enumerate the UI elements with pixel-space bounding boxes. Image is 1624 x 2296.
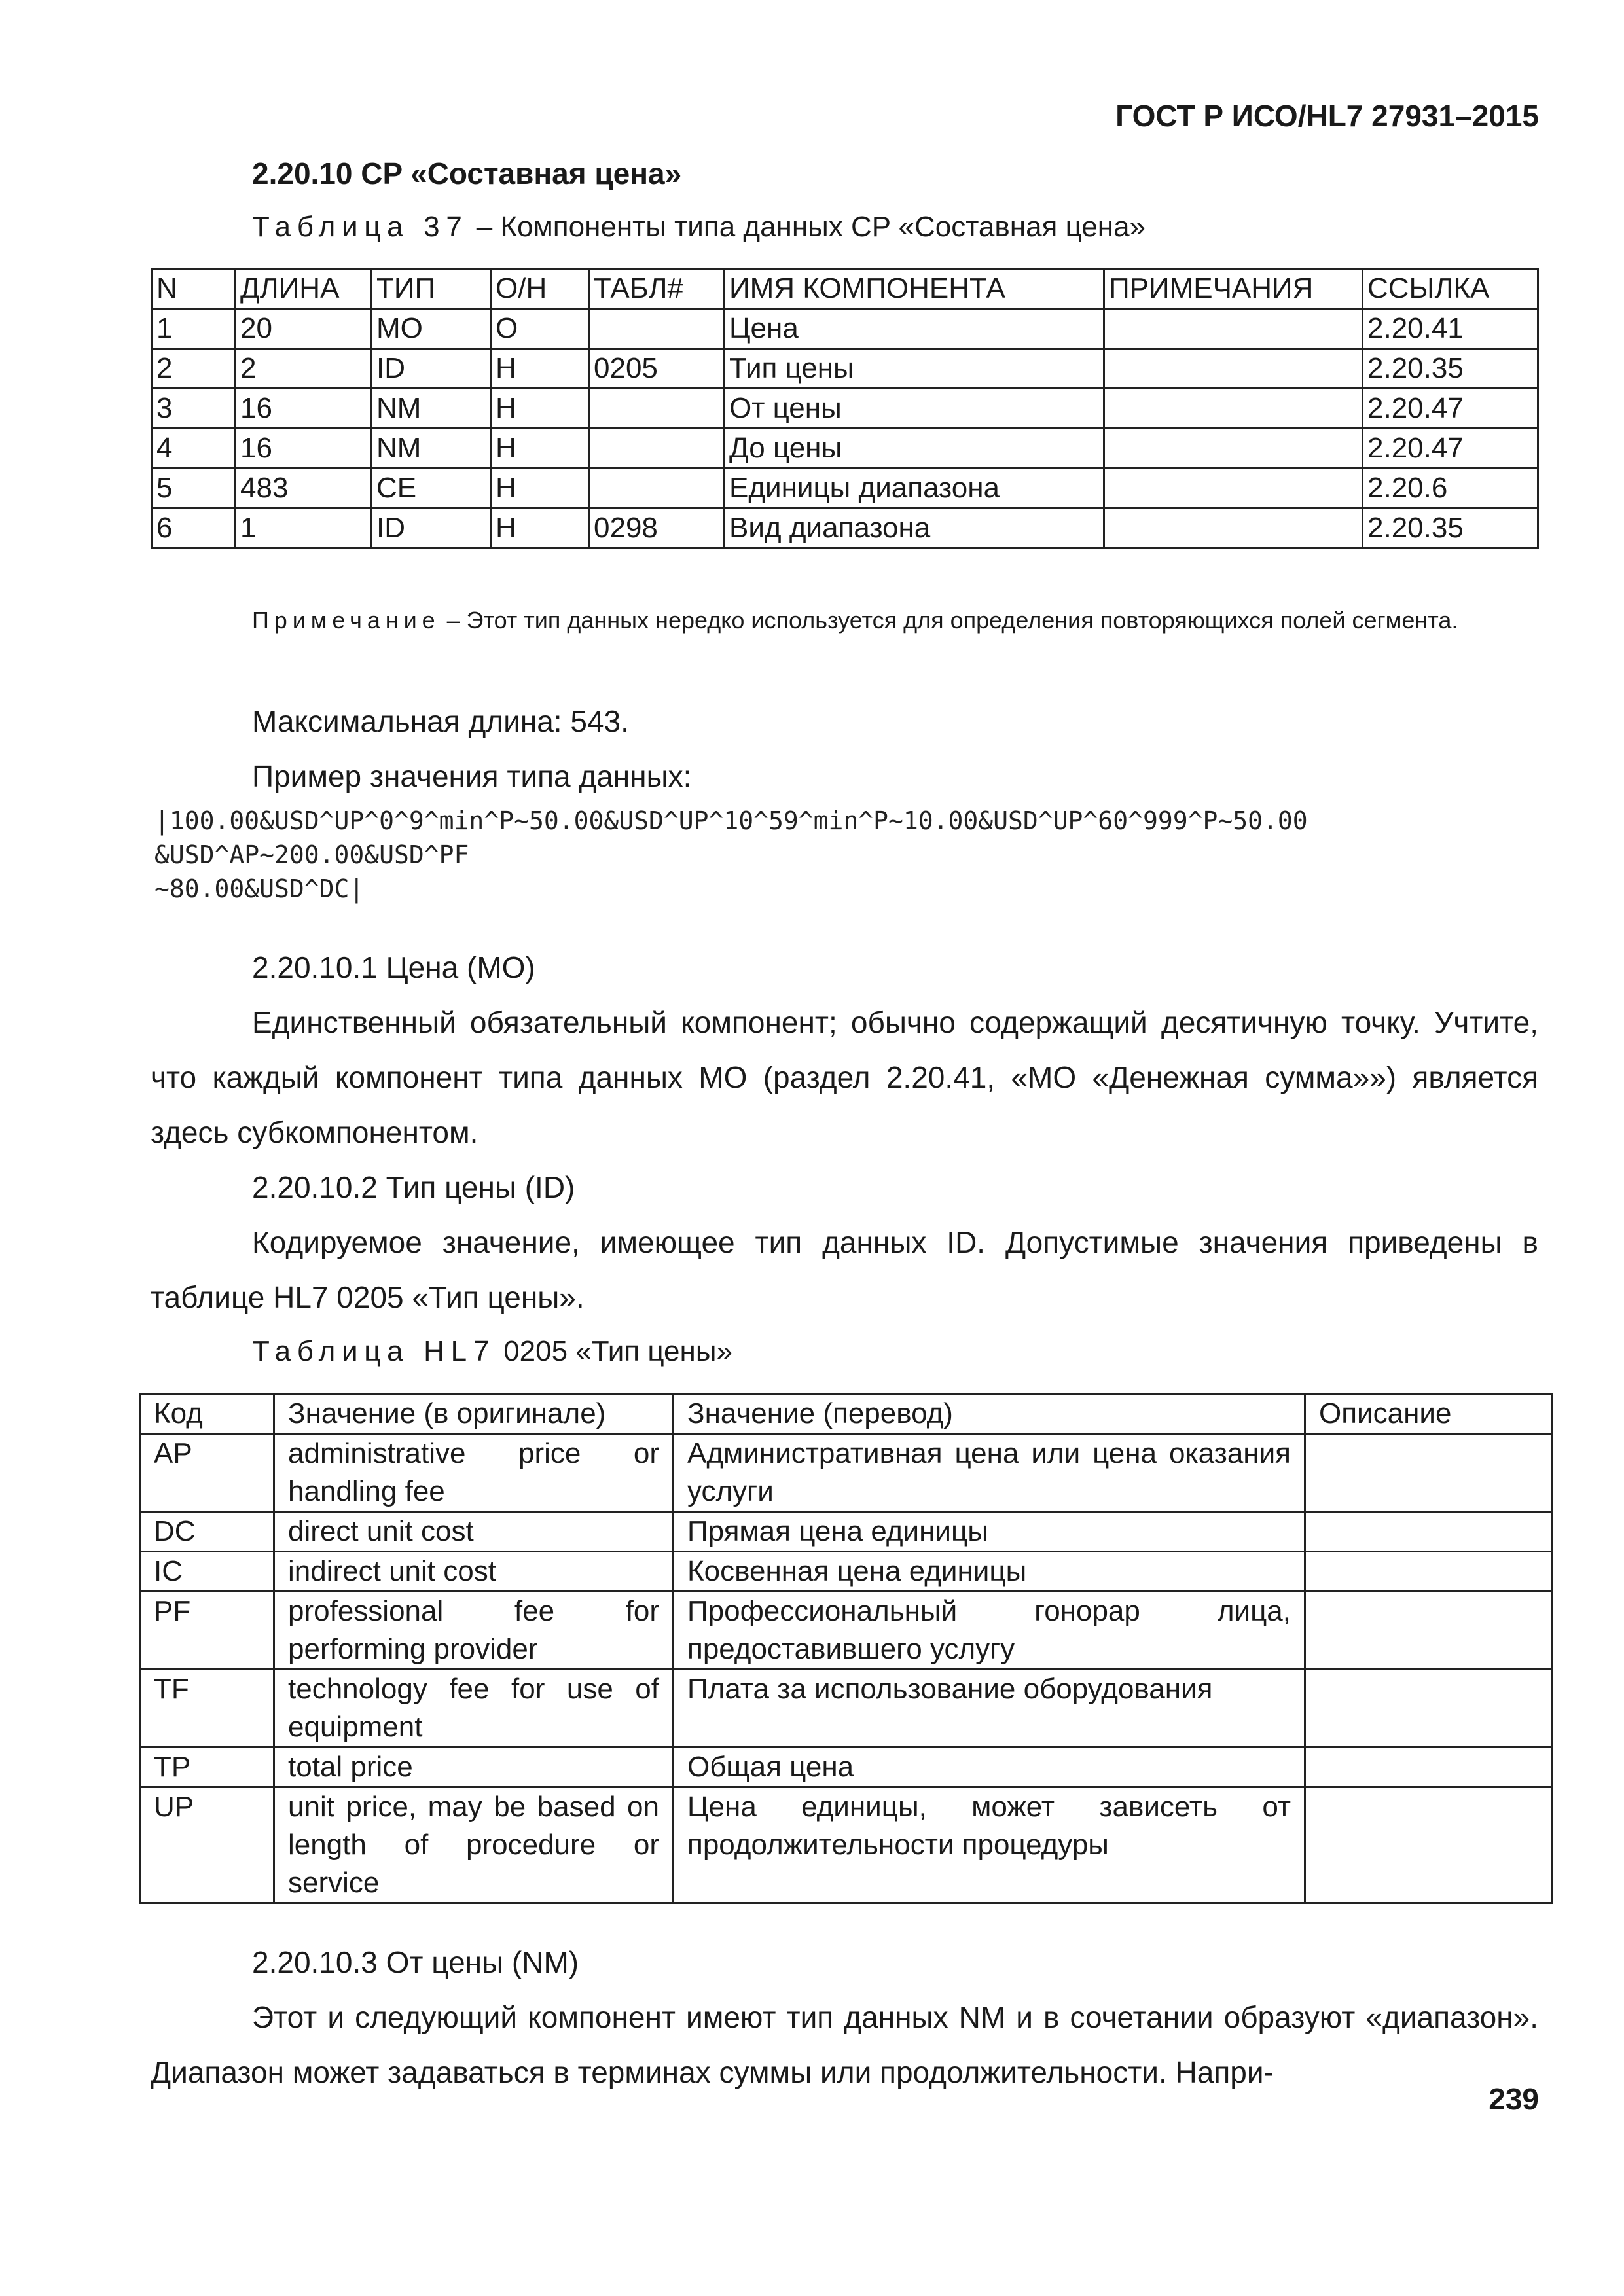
table-cell [589,389,725,429]
table-row [140,1787,1553,1903]
table-cell: Вид диапазона [725,509,1104,548]
table0205-caption [252,1335,732,1368]
header-cell: ТИП [372,269,491,309]
table-row [152,349,1538,389]
table-cell: indirect unit cost [274,1552,674,1592]
table-cell: MO [372,309,491,349]
example-code: |100.00&USD^UP^0^9^min^P~50.00&USD^UP^10^59^min^P~10.00&USD^UP^60^999^P~50.00 &USD^AP~200.00&USD^PF ~80.00&USD^DC| [154,806,1308,903]
table-row [140,1512,1553,1552]
note-text: – Этот тип данных нередко используется для определения повторяющихся полей сегмента. [446,607,1458,634]
price-type-table [139,1393,1553,1904]
header-cell: Описание [1305,1394,1553,1434]
table-cell: 483 [236,469,372,509]
page-number: 239 [1489,2082,1539,2116]
subsection-text: Этот и следующий компонент имеют тип данных NM и в сочетании образуют «диапазон». Диапазон может задаваться в терминах суммы или продолжительности. Напри- [151,2000,1538,2089]
table-header-row [140,1394,1553,1434]
table-cell: До цены [725,429,1104,469]
header-cell: Код [140,1394,274,1434]
table-row [152,509,1538,548]
table-cell: Косвенная цена единицы [674,1552,1305,1592]
table37-caption [252,211,1146,243]
table-cell [589,469,725,509]
table-cell: TF [140,1670,274,1748]
table37-caption-text: – Компоненты типа данных CP «Составная цена» [476,211,1146,243]
table-cell: ID [372,349,491,389]
table-cell: 2 [236,349,372,389]
table-cell: unit price, may be based on length of procedure or service [274,1787,674,1903]
table-cell: CE [372,469,491,509]
table-cell [1305,1670,1553,1748]
table-cell: professional fee for performing provider [274,1592,674,1670]
table-cell: NM [372,389,491,429]
note-label: Примечание [252,607,441,634]
table-cell: 1 [152,309,236,349]
table-cell: Плата за использование оборудования [674,1670,1305,1748]
table-cell: 2.20.35 [1363,509,1538,548]
table37-caption-label: Таблица 37 [252,211,469,243]
table-cell: 20 [236,309,372,349]
header-cell: N [152,269,236,309]
header-cell: О/Н [491,269,589,309]
table-cell: H [491,429,589,469]
table0205-caption-text: 0205 «Тип цены» [503,1335,732,1367]
table-row [152,389,1538,429]
table-cell [1305,1552,1553,1592]
table-cell: 1 [236,509,372,548]
table-cell: Общая цена [674,1748,1305,1787]
table-cell: H [491,469,589,509]
table-cell: Профессиональный гонорар лица, предоставившего услугу [674,1592,1305,1670]
table-cell [1305,1434,1553,1512]
components-table [151,268,1539,549]
table-cell: 2.20.47 [1363,429,1538,469]
header-cell: ТАБЛ# [589,269,725,309]
max-length-text: Максимальная длина: 543. [252,704,629,738]
table-cell: 16 [236,429,372,469]
subsection-title: 2.20.10.2 Тип цены (ID) [252,1170,575,1204]
header-cell: ПРИМЕЧАНИЯ [1104,269,1363,309]
table-cell: 5 [152,469,236,509]
section-title: 2.20.10 CP «Составная цена» [252,156,682,190]
table-row [152,309,1538,349]
table-cell: 2.20.41 [1363,309,1538,349]
document-code: ГОСТ Р ИСО/HL7 27931–2015 [1115,99,1539,133]
table-cell [1104,349,1363,389]
table-cell: Единицы диапазона [725,469,1104,509]
table-cell: 6 [152,509,236,548]
table-cell [1104,309,1363,349]
note-paragraph [151,597,1538,644]
table-cell [1104,469,1363,509]
table-cell: Прямая цена единицы [674,1512,1305,1552]
header-cell: ССЫЛКА [1363,269,1538,309]
header-cell: ДЛИНА [236,269,372,309]
subsection-text: Кодируемое значение, имеющее тип данных ID. Допустимые значения приведены в таблице HL7 0205 «Тип цены». [151,1225,1538,1314]
table-cell: Тип цены [725,349,1104,389]
table-cell: total price [274,1748,674,1787]
table-row [140,1552,1553,1592]
subsection-text: Единственный обязательный компонент; обычно содержащий десятичную точку. Учтите, что каждый компонент типа данных MO (раздел 2.20.41, «MO «Денежная сумма»») является здесь субкомпонентом. [151,1005,1538,1149]
table-cell: 0298 [589,509,725,548]
table-cell [1104,429,1363,469]
table-cell [1305,1592,1553,1670]
table-cell [1305,1787,1553,1903]
table-cell: technology fee for use of equipment [274,1670,674,1748]
table-cell [1104,389,1363,429]
table-cell: TP [140,1748,274,1787]
table-cell: Цена [725,309,1104,349]
table-cell: ID [372,509,491,548]
header-cell: ИМЯ КОМПОНЕНТА [725,269,1104,309]
subsection-title: 2.20.10.1 Цена (MO) [252,950,535,984]
table-cell: 4 [152,429,236,469]
table-cell: O [491,309,589,349]
table-row [152,429,1538,469]
subsection-title: 2.20.10.3 От цены (NM) [252,1945,579,1979]
header-cell: Значение (перевод) [674,1394,1305,1434]
table-cell [1305,1512,1553,1552]
table-row [140,1670,1553,1748]
table-cell: IC [140,1552,274,1592]
table-row [140,1434,1553,1512]
table-cell [589,309,725,349]
table-cell [1104,509,1363,548]
table-row [140,1748,1553,1787]
table-cell: administrative price or handling fee [274,1434,674,1512]
table-cell: H [491,509,589,548]
table-cell: UP [140,1787,274,1903]
table-cell: 3 [152,389,236,429]
table-header-row [152,269,1538,309]
table-cell: direct unit cost [274,1512,674,1552]
header-cell: Значение (в оригинале) [274,1394,674,1434]
table-row [140,1592,1553,1670]
table-cell: 16 [236,389,372,429]
table-cell: Административная цена или цена оказания услуги [674,1434,1305,1512]
table-cell: 0205 [589,349,725,389]
table-cell: 2 [152,349,236,389]
table-cell: H [491,349,589,389]
table-cell: H [491,389,589,429]
table-cell: От цены [725,389,1104,429]
table-cell [1305,1748,1553,1787]
table-cell: DC [140,1512,274,1552]
table-cell: Цена единицы, может зависеть от продолжительности процедуры [674,1787,1305,1903]
table-cell: 2.20.35 [1363,349,1538,389]
table0205-caption-label: Таблица HL7 [252,1335,496,1367]
table-cell: 2.20.47 [1363,389,1538,429]
example-label: Пример значения типа данных: [252,759,692,793]
table-cell: NM [372,429,491,469]
table-cell [589,429,725,469]
table-cell: PF [140,1592,274,1670]
table-cell: 2.20.6 [1363,469,1538,509]
table-row [152,469,1538,509]
table-cell: AP [140,1434,274,1512]
